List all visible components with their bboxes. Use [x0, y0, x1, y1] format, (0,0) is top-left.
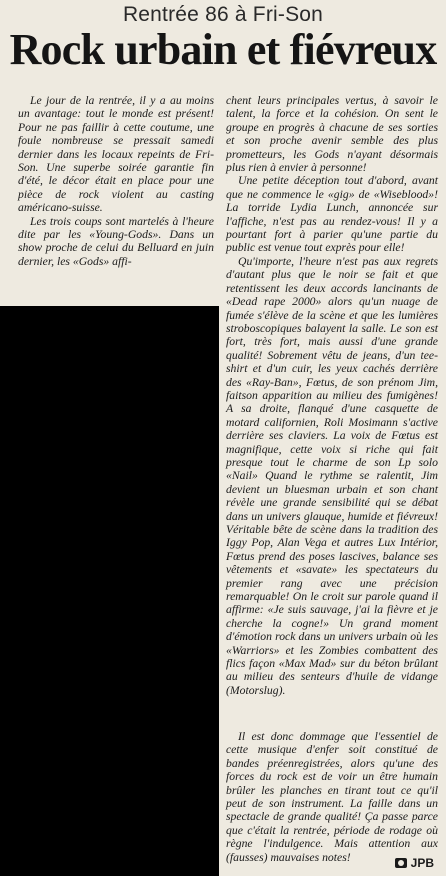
left-paragraph-2: Les trois coups sont martelés à l'heure dite par les «Young-Gods». Dans un show proche de celui du Belluard en juin dernier, les «Gods» affi-: [18, 214, 214, 268]
right-paragraph-4: Il est donc dommage que l'essentiel de cette musique d'enfer soit constitué de bandes préenregistrées, alors qu'une des forces du rock est de voir un être humain brûler les planches en tirant tout ce qu'il peut de son instrument. La faille dans un spectacle de grande qualité! Ça passe parce que c'était la rentrée, période de rodage où règne l'indulgence. Mais attention aux (fausses) mauvaises notes!: [226, 730, 438, 864]
right-paragraph-2: Une petite déception tout d'abord, avant que ne commence le «gig» de «Wiseblood»! La torride Lydia Lunch, annoncée sur l'affiche, n'est pas au rendez-vous! Il y a pourtant fort à parier qu'une partie du public est venue tout exprès pour elle!: [226, 174, 438, 255]
camera-icon: [395, 858, 407, 868]
right-paragraph-1: chent leurs principales vertus, à savoir le talent, la force et la cohésion. On sent le groupe en progrès à chacune de ses sorties et son proche avenir semble des plus prometteurs, les Gods n'ayant désormais plus rien à envier à personne!: [226, 94, 438, 175]
right-paragraph-3: Qu'importe, l'heure n'est pas aux regrets d'autant plus que le noir se fait et que retentissent les deux accords lancinants de «Dead rape 2000» alors qu'un nuage de fumée s'élève de la scène et que les lumières stroboscopiques balayent la salle. Le son est fort, très fort, mais aussi d'une grande qualité! Sobrement vêtu de jeans, d'un tee-shirt et d'un cuir, les yeux cachés derrière des «Ray-Ban», Fœtus, de son prénom Jim, faitson apparition au milieu des fumigènes! A sa droite, flanqué d'une casquette de motard californien, Roli Mosimann s'active derrière ses claviers. La voix de Fœtus est magnifique, cette voix si riche qui fait presque tout le charme de son Lp solo «Nail» Quand le rythme se ralentit, Jim devient un bluesman urbain et son chant révèle une grande sensibilité qui se débat dans un univers glauque, humide et fiévreux! Véritable bête de scène dans la tradition des Iggy Pop, Alan Vega et autres Lux Intérior, Fœtus prend des poses lascives, balance ses vêtements et «savate» les spectateurs du premier rang avec une précision remarquable! On le croit sur parole quand il affirme: «Je suis sauvage, j'ai la fièvre et je cherche la cogne!» Un grand moment d'émotion rock dans un univers urbain où les «Warriors» et les Zombies combattent des flics façon «Max Mad» sur du béton brûlant au milieu des senteurs d'huile de vidange (Motorslug).: [226, 254, 438, 697]
article-headline: Rock urbain et fiévreux: [9, 25, 437, 74]
left-paragraph-1: Le jour de la rentrée, il y a au moins un avantage: tout le monde est présent! Pour ne pas faillir à cette coutume, une foule nombreuse se pressait samedi dernier dans les locaux repeints de Fri-Son. Une superbe soirée garantie fin d'été, le décor était en place pour une pièce de rock violent au casting américano-suisse.: [18, 94, 214, 215]
byline: [395, 856, 434, 870]
right-bottom-block: [226, 730, 438, 864]
left-column: [18, 94, 214, 268]
byline-text: JPB: [410, 856, 434, 870]
article-kicker: Rentrée 86 à Fri-Son: [122, 3, 324, 26]
